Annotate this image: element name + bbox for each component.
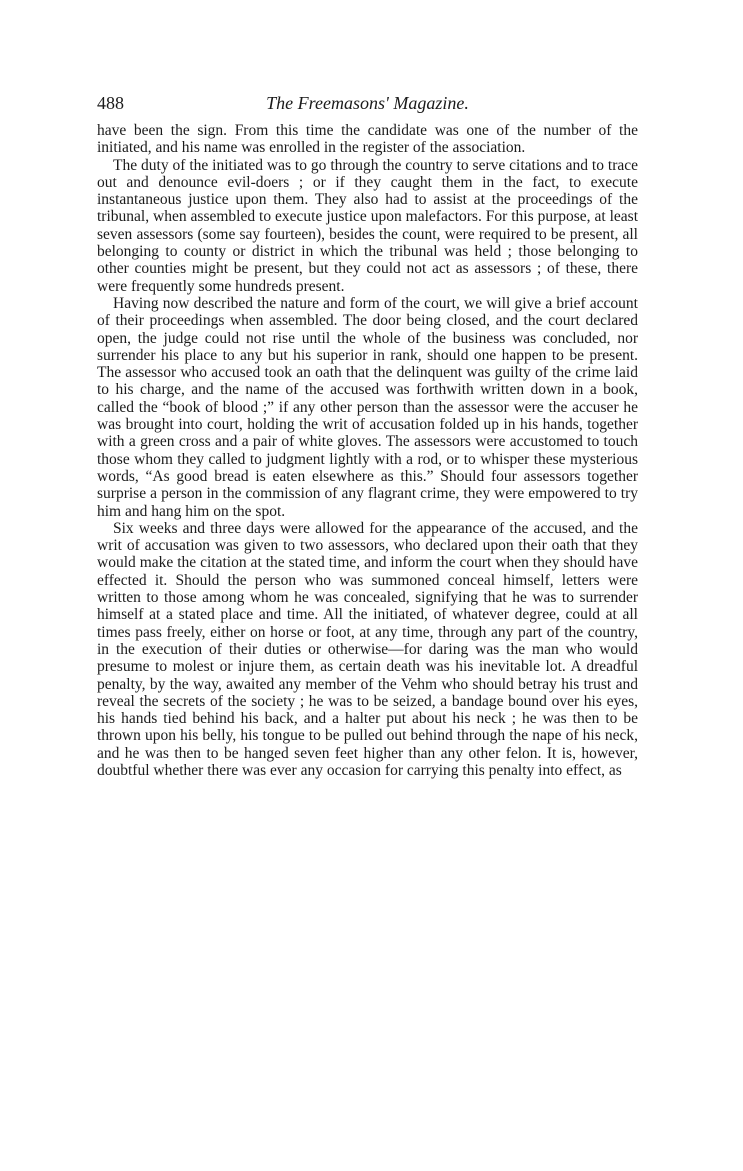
page-header (97, 92, 638, 122)
running-title: The Freemasons' Magazine. (266, 93, 469, 113)
page-number: 488 (97, 93, 124, 113)
paragraph-duty-of-initiated: The duty of the initiated was to go through the country to serve citations and to trace out and denounce evil-doers ; or if they caught them in the fact, to execute instantaneous justice upon them. They also had to assist at the proceedings of the tribunal, when assembled to execute justice upon malefactors. For this purpose, at least seven assessors (some say fourteen), besides the count, were required to be present, all belonging to county or district in which the tribunal was held ; those belonging to other counties might be present, but they could not act as assessors ; of these, there were frequently some hundreds present. (97, 156, 638, 295)
paragraph-appearance-of-accused: Six weeks and three days were allowed for the appearance of the accused, and the writ of accusation was given to two assessors, who declared upon their oath that they would make the citation at the stated time, and inform the court when they should have effected it. Should the person who was summoned conceal himself, letters were written to those among whom he was concealed, signifying that he was to surrender himself at a stated place and time. All the initiated, of whatever degree, could at all times pass freely, either on horse or foot, at any time, through any part of the country, in the execution of their duties or otherwise—for daring was the man who would presume to molest or injure them, as certain death was his inevitable lot. A dreadful penalty, by the way, awaited any member of the Vehm who should betray his trust and reveal the secrets of the society ; he was to be seized, a bandage bound over his eyes, his hands tied behind his back, and a halter put about his neck ; he was then to be thrown upon his belly, his tongue to be pulled out behind through the nape of his neck, and he was then to be hanged seven feet higher than any other felon. It is, however, doubtful whether there was ever any occasion for carrying this penalty into effect, as (97, 519, 638, 779)
article-body (97, 122, 638, 779)
paragraph-court-proceedings: Having now described the nature and form of the court, we will give a brief account of their proceedings when assembled. The door being closed, and the court declared open, the judge could not rise until the whole of the business was concluded, nor surrender his place to any but his superior in rank, should one happen to be present. The assessor who accused took an oath that the delinquent was guilty of the crime laid to his charge, and the name of the accused was forthwith written down in a book, called the “book of blood ;” if any other person than the assessor were the accuser he was brought into court, holding the writ of accusation folded up in his hands, together with a green cross and a pair of white gloves. The assessors were accustomed to touch those whom they called to judgment lightly with a rod, or to whisper these mysterious words, “As good bread is eaten elsewhere as this.” Should four assessors together surprise a person in the commission of any flagrant crime, they were empowered to try him and hang him on the spot. (97, 294, 638, 520)
magazine-page (97, 92, 638, 779)
paragraph-continuation: have been the sign. From this time the candidate was one of the number of the initiated, and his name was enrolled in the register of the association. (97, 122, 638, 157)
